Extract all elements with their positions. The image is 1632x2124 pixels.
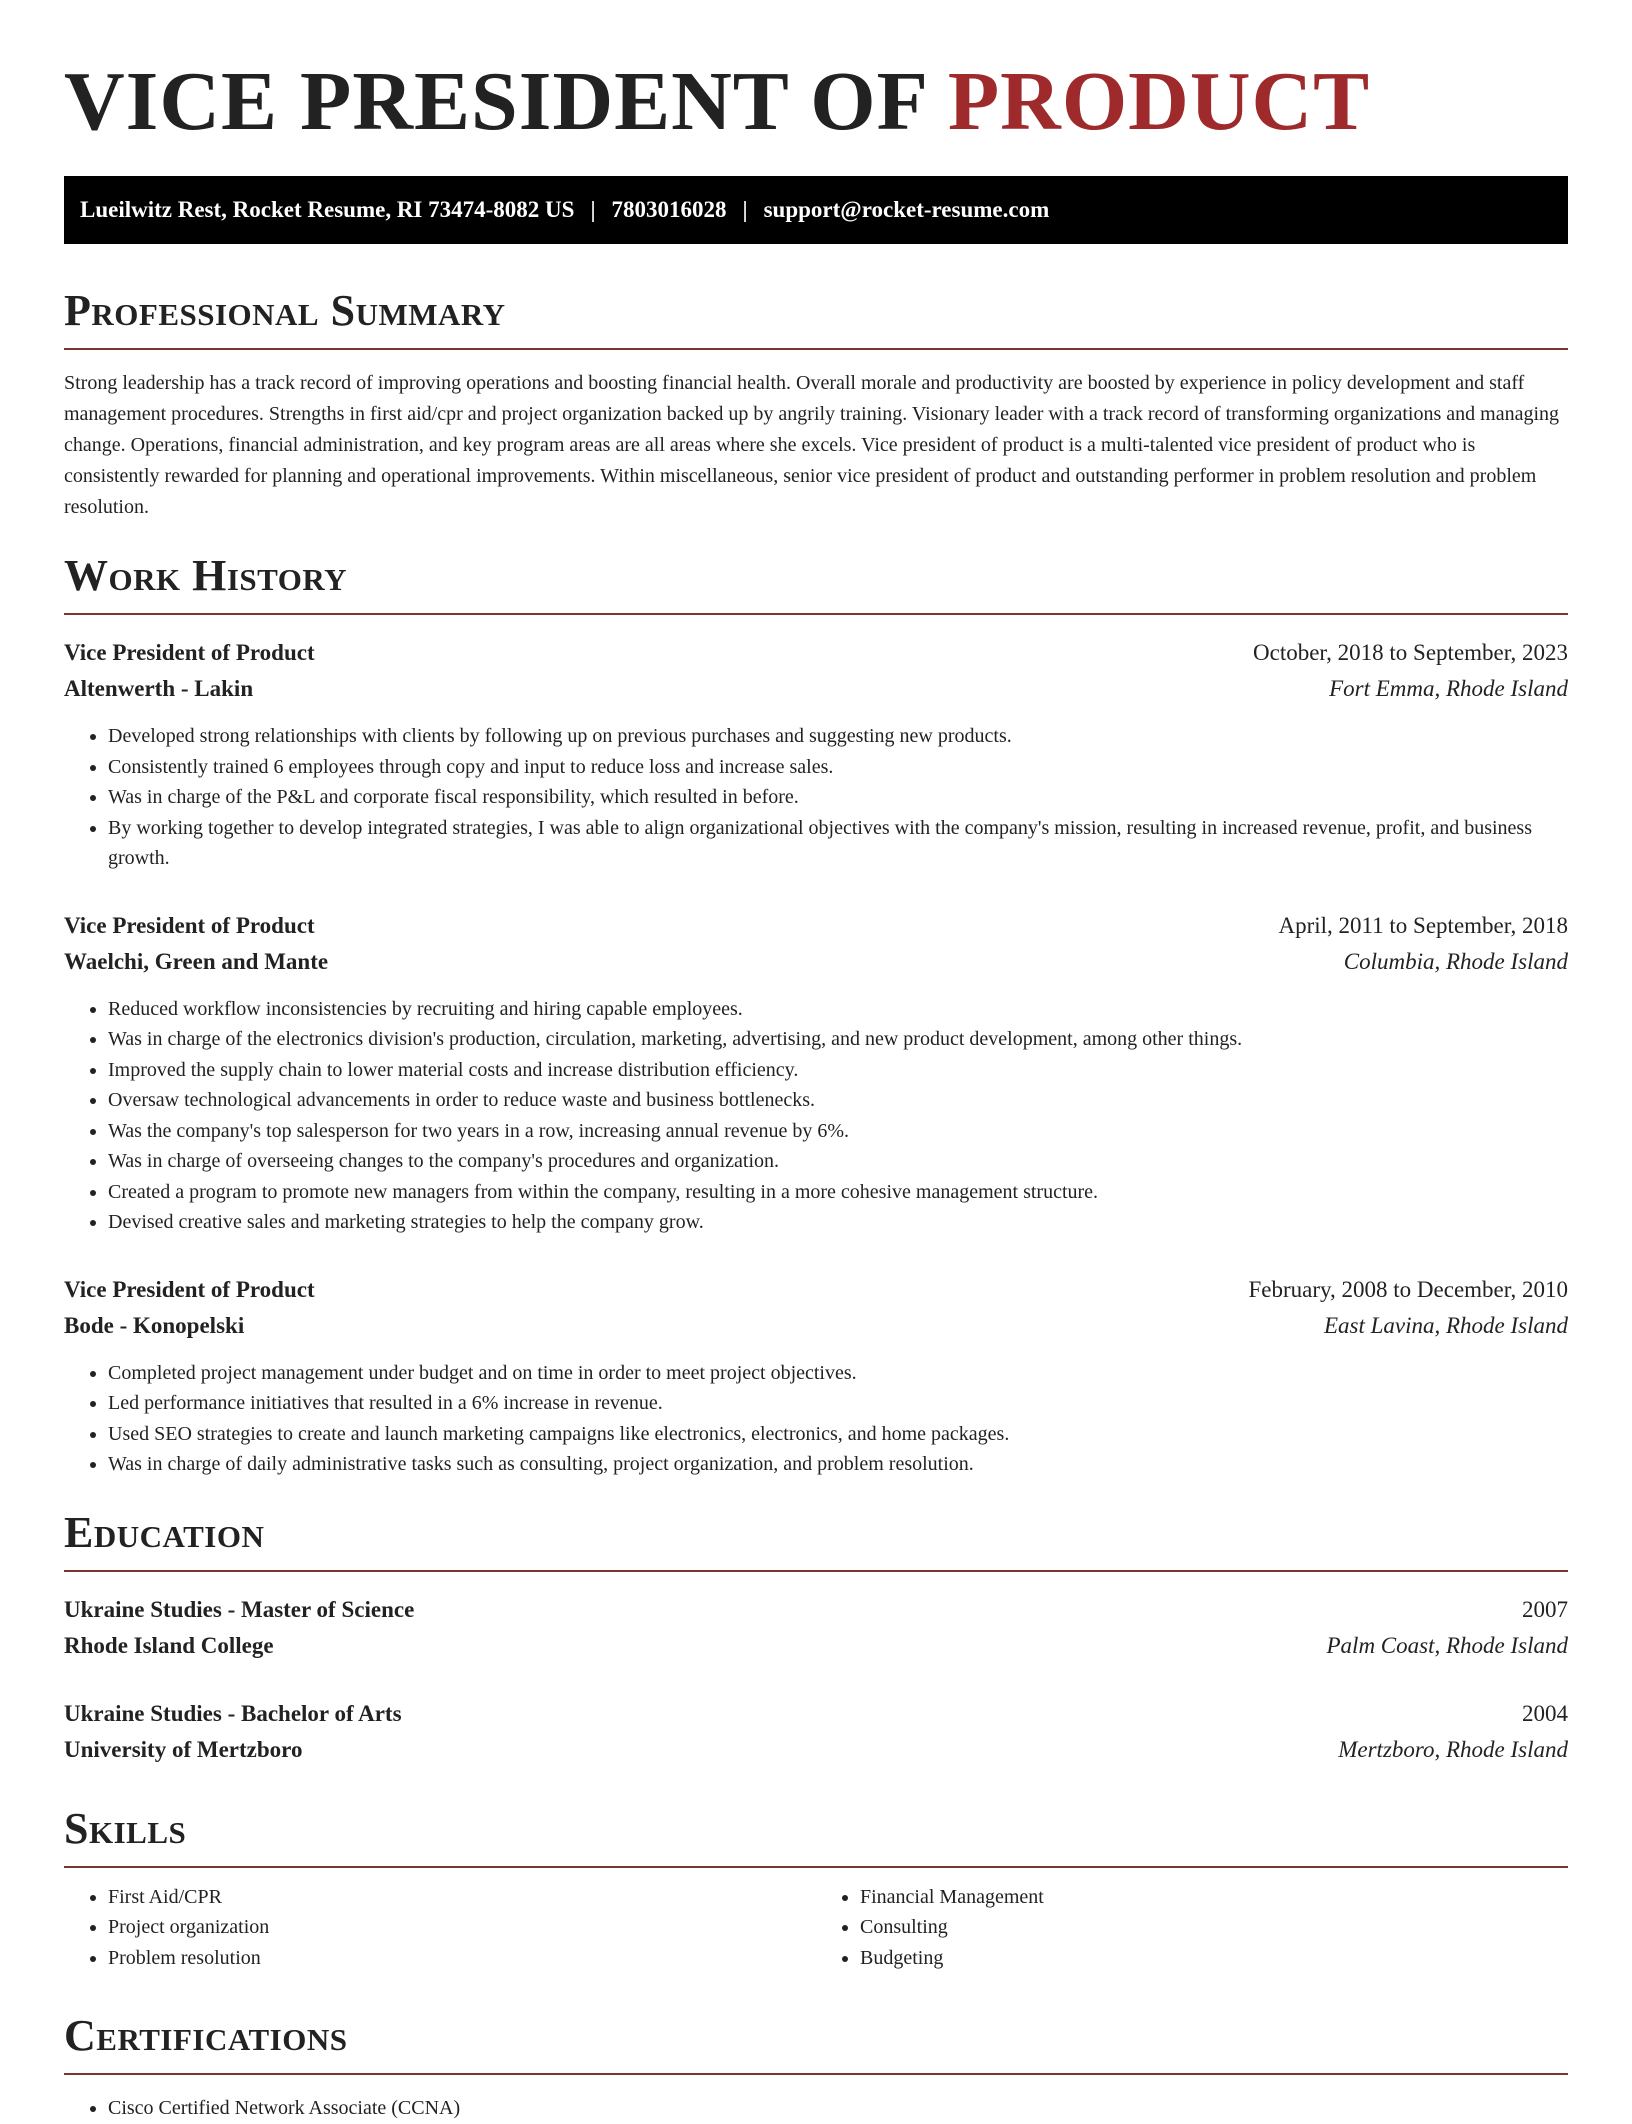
job-company: Waelchi, Green and Mante xyxy=(64,948,329,974)
job-bullet: • Was in charge of the electronics division's production, circulation, marketing, advertising, and new product development, among other things. xyxy=(108,1024,1568,1055)
resume-title xyxy=(64,52,1568,152)
job-bullet: • Used SEO strategies to create and launch marketing campaigns like electronics, electronics, and home packages. xyxy=(108,1419,1568,1450)
education-school: Rhode Island College xyxy=(64,1632,274,1658)
education-entry xyxy=(64,1592,1568,1664)
job-bullet: • Reduced workflow inconsistencies by recruiting and hiring capable employees. xyxy=(108,994,1568,1025)
job-bullet: • Oversaw technological advancements in order to reduce waste and business bottlenecks. xyxy=(108,1085,1568,1116)
section-heading-education: Education xyxy=(64,1510,1568,1572)
skill-item: • Financial Management xyxy=(860,1882,1568,1913)
education-year: 2007 xyxy=(1522,1596,1568,1622)
section-heading-skills: Skills xyxy=(64,1806,1568,1868)
certification-item: • Cisco Certified Network Associate (CCNA) xyxy=(108,2093,1568,2124)
job-entry xyxy=(64,908,1568,1238)
job-company: Altenwerth - Lakin xyxy=(64,676,254,701)
job-location: Fort Emma, Rhode Island xyxy=(1329,676,1568,701)
contact-phone: 7803016028 xyxy=(611,197,727,222)
job-title: Vice President of Product xyxy=(64,1276,315,1302)
job-entry xyxy=(64,1272,1568,1480)
job-company: Bode - Konopelski xyxy=(64,1312,245,1338)
skill-item: • Problem resolution xyxy=(108,1943,816,1974)
job-bullet: • By working together to develop integrated strategies, I was able to align organizational objectives with the company's mission, resulting in increased revenue, profit, and business growth. xyxy=(108,813,1568,874)
job-dates: April, 2011 to September, 2018 xyxy=(1278,912,1568,938)
section-heading-certifications: Certifications xyxy=(64,2013,1568,2075)
job-bullet: • Was the company's top salesperson for two years in a row, increasing annual revenue by 6%. xyxy=(108,1116,1568,1147)
job-location: Columbia, Rhode Island xyxy=(1343,948,1568,974)
job-entry xyxy=(64,635,1568,874)
skill-item: • Budgeting xyxy=(860,1943,1568,1974)
contact-bar xyxy=(64,176,1568,244)
education-school: University of Mertzboro xyxy=(64,1736,303,1762)
certifications-list xyxy=(64,2093,1568,2124)
skills-columns xyxy=(64,1882,1568,1974)
job-bullet: • Was in charge of the P&L and corporate fiscal responsibility, which resulted in before. xyxy=(108,782,1568,813)
education-degree: Ukraine Studies - Bachelor of Arts xyxy=(64,1700,402,1726)
skill-item: • Project organization xyxy=(108,1912,816,1943)
job-bullet: • Completed project management under budget and on time in order to meet project objectives. xyxy=(108,1358,1568,1389)
job-dates: October, 2018 to September, 2023 xyxy=(1253,640,1568,665)
job-title: Vice President of Product xyxy=(64,640,315,665)
contact-address: Lueilwitz Rest, Rocket Resume, RI 73474-8082 US xyxy=(80,197,575,222)
job-bullets xyxy=(64,1358,1568,1480)
job-bullet: • Developed strong relationships with clients by following up on previous purchases and suggesting new products. xyxy=(108,721,1568,752)
contact-separator: | xyxy=(742,197,748,222)
education-location: Mertzboro, Rhode Island xyxy=(1338,1736,1568,1762)
job-bullet: • Devised creative sales and marketing strategies to help the company grow. xyxy=(108,1207,1568,1238)
education-location: Palm Coast, Rhode Island xyxy=(1326,1632,1568,1658)
education-degree: Ukraine Studies - Master of Science xyxy=(64,1596,415,1622)
skills-list-left xyxy=(64,1882,816,1974)
title-accent: PRODUCT xyxy=(947,55,1371,148)
section-heading-work-history: Work History xyxy=(64,553,1568,615)
job-location: East Lavina, Rhode Island xyxy=(1323,1312,1568,1338)
contact-separator: | xyxy=(590,197,596,222)
education-year: 2004 xyxy=(1522,1700,1568,1726)
education-entry xyxy=(64,1696,1568,1768)
job-dates: February, 2008 to December, 2010 xyxy=(1248,1276,1568,1302)
job-bullets xyxy=(64,994,1568,1238)
job-bullet: • Consistently trained 6 employees through copy and input to reduce loss and increase sales. xyxy=(108,752,1568,783)
job-bullet: • Was in charge of daily administrative tasks such as consulting, project organization, and problem resolution. xyxy=(108,1449,1568,1480)
job-bullets xyxy=(64,721,1568,874)
section-heading-summary: Professional Summary xyxy=(64,288,1568,350)
summary-text: Strong leadership has a track record of improving operations and boosting financial health. Overall morale and productivity are boosted by experience in policy development and staff management procedures. Strengths in first aid/cpr and project organization backed up by angrily training. Visionary leader with a track record of transforming organizations and managing change. Operations, financial administration, and key program areas are all areas where she excels. Vice president of product is a multi-talented vice president of product who is consistently rewarded for planning and operational improvements. Within miscellaneous, senior vice president of product and outstanding performer in problem resolution and problem resolution. xyxy=(64,372,1559,518)
job-bullet: • Improved the supply chain to lower material costs and increase distribution efficiency. xyxy=(108,1055,1568,1086)
contact-email: support@rocket-resume.com xyxy=(763,197,1050,222)
skill-item: • First Aid/CPR xyxy=(108,1882,816,1913)
job-bullet: • Created a program to promote new managers from within the company, resulting in a more cohesive management structure. xyxy=(108,1177,1568,1208)
job-bullet: • Led performance initiatives that resulted in a 6% increase in revenue. xyxy=(108,1388,1568,1419)
skills-list-right xyxy=(816,1882,1568,1974)
skill-item: • Consulting xyxy=(860,1912,1568,1943)
job-bullet: • Was in charge of overseeing changes to the company's procedures and organization. xyxy=(108,1146,1568,1177)
job-title: Vice President of Product xyxy=(64,912,315,938)
title-primary: VICE PRESIDENT OF xyxy=(64,55,926,148)
